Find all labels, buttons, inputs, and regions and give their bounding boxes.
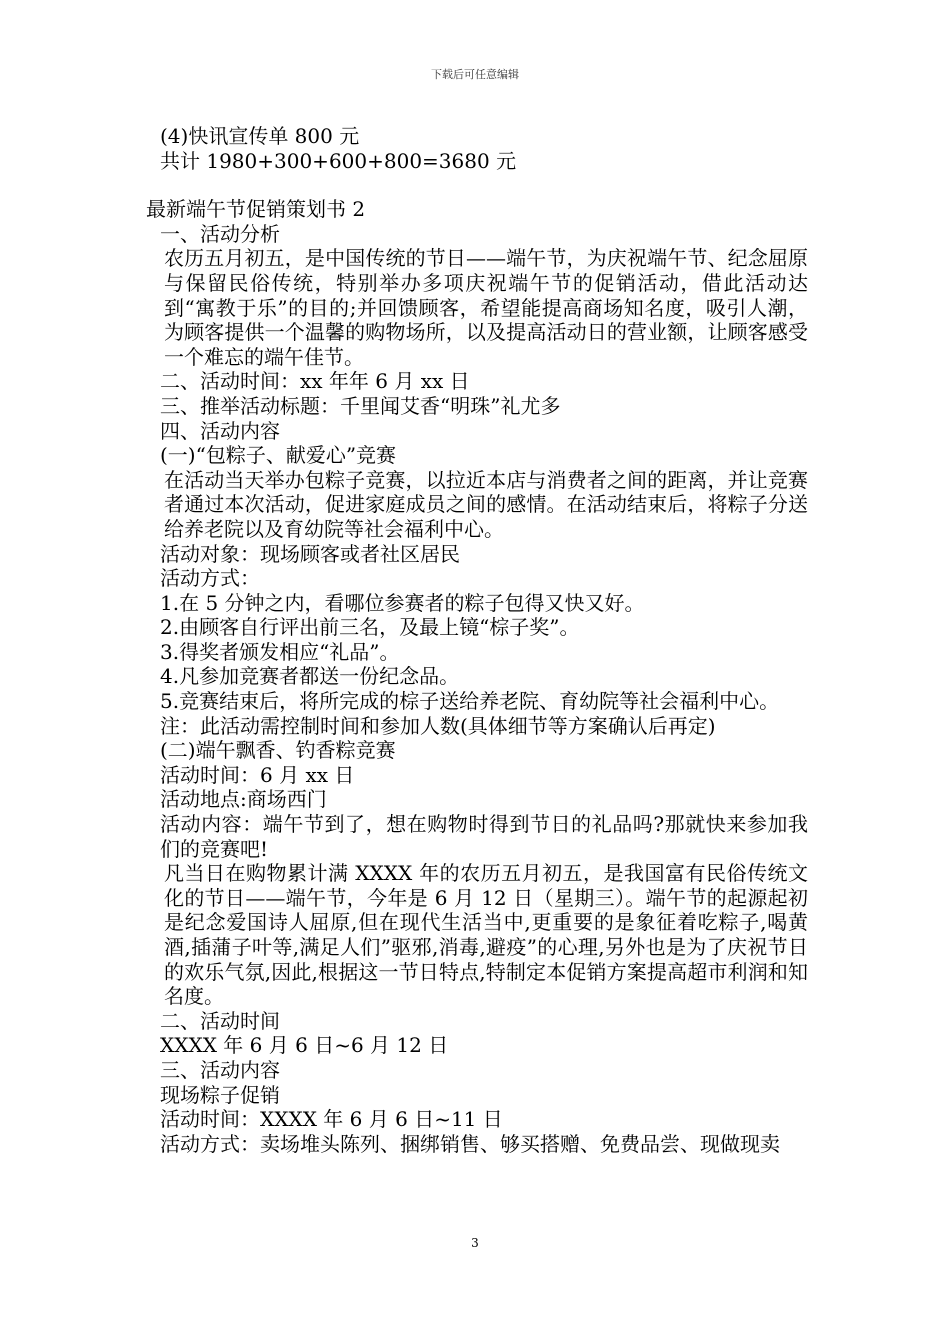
paragraph: 凡当日在购物累计满 XXXX 年的农历五月初五，是我国富有民俗传统文化的节日——端午节，今年是 6 月 12 日（星期三）。端午节的起源起初是纪念爱国诗人屈原,但在现代生活当中,更重要的是象征着吃粽子,喝黄酒,插蒲子叶等,满足人们”驱邪,消毒,避疫”的心理,另外也是为了庆祝节日的欢乐气氛,因此,根据这一节日特点,特制定本促销方案提高超市利润和知名度。 <box>164 861 808 1009</box>
heading: 四、活动内容 <box>160 418 280 443</box>
subheading: (二)端午飘香、钓香粽竞赛 <box>160 738 396 763</box>
list-item: 5.竞赛结束后，将所完成的棕子送给养老院、育幼院等社会福利中心。 <box>160 689 780 714</box>
heading: 二、活动时间：xx 年年 6 月 xx 日 <box>160 369 470 394</box>
paragraph: 活动方式：卖场堆头陈列、捆绑销售、够买搭赠、免费品尝、现做现卖 <box>160 1131 780 1156</box>
text-line: 共计 1980+300+600+800=3680 元 <box>160 148 517 173</box>
text-line: 活动地点:商场西门 <box>160 787 327 812</box>
text-line: XXXX 年 6 月 6 日~6 月 12 日 <box>160 1033 449 1058</box>
page-header: 下载后可任意编辑 <box>431 68 519 81</box>
heading: 三、推举活动标题：千里闻艾香“明珠”礼尤多 <box>160 393 561 418</box>
section-title: 最新端午节促销策划书 2 <box>146 197 366 222</box>
document-body <box>146 124 808 1156</box>
heading: 二、活动时间 <box>160 1008 280 1033</box>
text-line: 现场粽子促销 <box>160 1082 280 1107</box>
blank-line <box>146 173 808 197</box>
text-line: 活动时间：XXXX 年 6 月 6 日~11 日 <box>160 1107 503 1132</box>
list-item: 1.在 5 分钟之内，看哪位参赛者的粽子包得又快又好。 <box>160 590 645 615</box>
paragraph: 农历五月初五，是中国传统的节日——端午节，为庆祝端午节、纪念屈原与保留民俗传统，特别举办多项庆祝端午节的促销活动，借此活动达到“寓教于乐”的目的;并回馈顾客，希望能提高商场知名度，吸引人潮，为顾客提供一个温馨的购物场所，以及提高活动日的营业额，让顾客感受一个难忘的端午佳节。 <box>164 246 808 369</box>
paragraph: 活动内容：端午节到了，想在购物时得到节日的礼品吗?那就快来参加我们的竞赛吧! <box>160 812 808 861</box>
text-line: (4)快讯宣传单 800 元 <box>160 124 360 148</box>
note: 注：此活动需控制时间和参加人数(具体细节等方案确认后再定) <box>160 713 716 738</box>
heading: 三、活动内容 <box>160 1057 280 1082</box>
heading: 一、活动分析 <box>160 221 280 246</box>
text-line: 活动对象：现场顾客或者社区居民 <box>160 541 460 566</box>
text-line: 活动时间：6 月 xx 日 <box>160 762 355 787</box>
subheading: (一)“包粽子、献爱心”竞赛 <box>160 443 397 468</box>
paragraph: 在活动当天举办包粽子竞赛，以拉近本店与消费者之间的距离，并让竞赛者通过本次活动，促进家庭成员之间的感情。在活动结束后，将粽子分送给养老院以及育幼院等社会福利中心。 <box>164 467 808 541</box>
list-item: 4.凡参加竞赛者都送一份纪念品。 <box>160 664 460 689</box>
page-number: 3 <box>471 1236 479 1250</box>
text-line: 活动方式： <box>160 566 260 591</box>
list-item: 3.得奖者颁发相应“礼品”。 <box>160 639 400 664</box>
list-item: 2.由顾客自行评出前三名，及最上镜“棕子奖”。 <box>160 615 580 640</box>
